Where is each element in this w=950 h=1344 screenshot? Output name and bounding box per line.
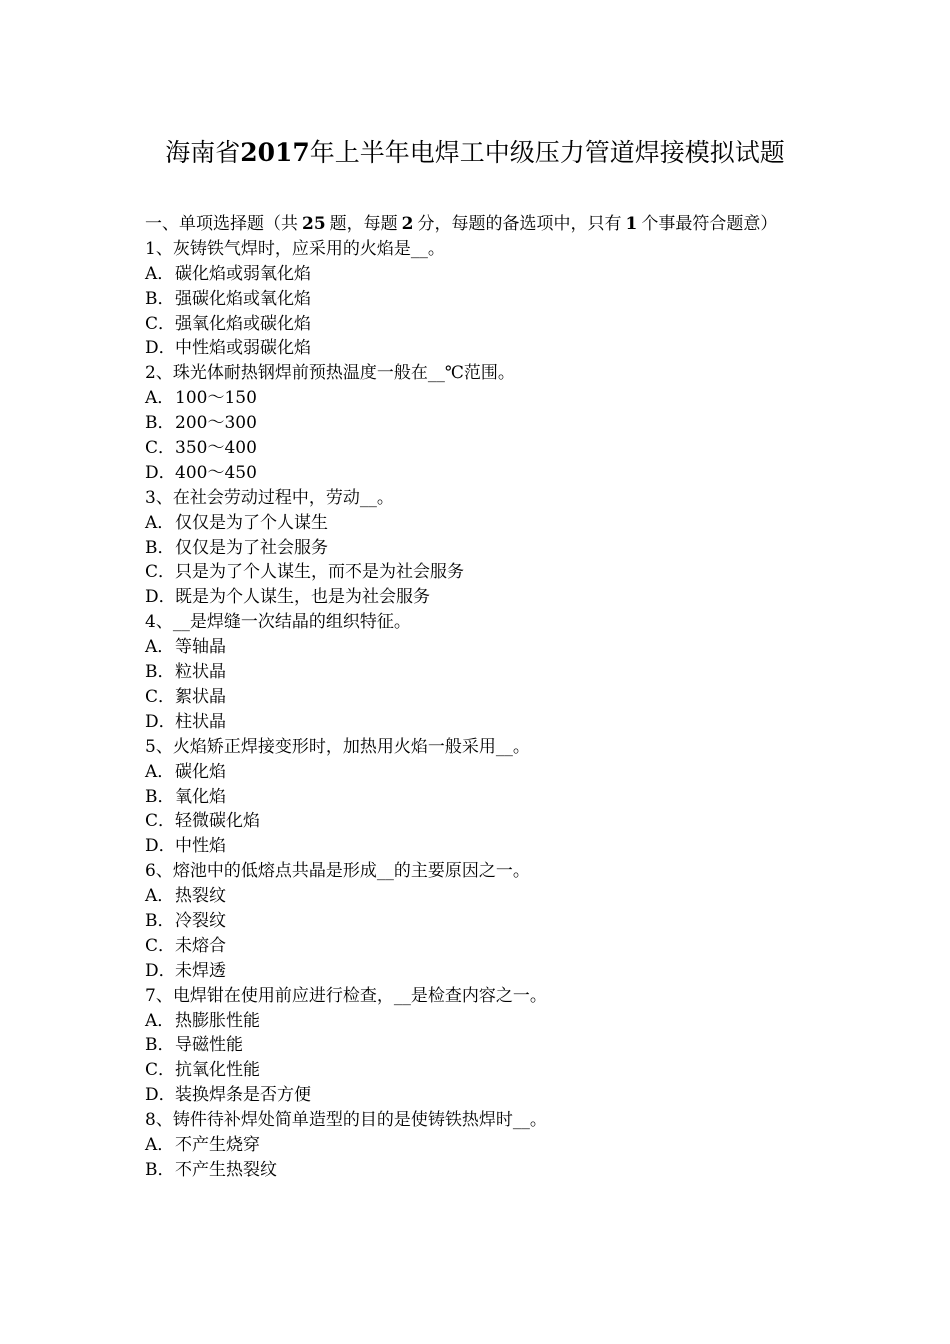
answer-option (145, 1083, 810, 1108)
option-letter: D． (145, 1085, 176, 1106)
question-item (145, 735, 810, 859)
option-text: 氧化焰 (175, 786, 226, 807)
option-text: 未熔合 (175, 935, 226, 956)
answer-option (145, 710, 810, 735)
answer-option (145, 660, 810, 685)
option-text: 中性焰或弱碳化焰 (175, 338, 311, 359)
option-letter: B． (145, 662, 175, 683)
answer-option (145, 884, 810, 909)
answer-option (145, 312, 810, 337)
section-text-4: 个事最符合题意） (641, 214, 778, 234)
question-item (145, 984, 810, 1108)
question-text: 6、熔池中的低熔点共晶是形成__的主要原因之一。 (145, 861, 530, 882)
option-letter: C． (145, 686, 176, 707)
question-item (145, 361, 810, 485)
option-text: 轻微碳化焰 (175, 811, 260, 832)
section-text-2: 题，每题 (329, 214, 398, 234)
exam-content (145, 212, 810, 1183)
option-text: 仅仅是为了社会服务 (175, 537, 328, 558)
option-text: 抗氧化性能 (175, 1060, 260, 1081)
answer-option (145, 834, 810, 859)
option-letter: B． (145, 413, 175, 434)
option-letter: A． (145, 388, 175, 409)
answer-option (145, 635, 810, 660)
option-letter: A． (145, 886, 175, 907)
option-letter: B． (145, 910, 175, 931)
answer-option (145, 959, 810, 984)
section-question-count: 25 (302, 214, 326, 234)
question-text: 3、在社会劳动过程中，劳动__。 (145, 487, 394, 508)
option-letter: D． (145, 711, 176, 732)
question-item (145, 1108, 810, 1183)
answer-option (145, 511, 810, 536)
option-letter: C． (145, 1060, 176, 1081)
answer-option (145, 809, 810, 834)
option-text: 200～300 (175, 413, 257, 434)
option-text: 仅仅是为了个人谋生 (175, 512, 328, 533)
option-text: 强碳化焰或氧化焰 (175, 288, 311, 309)
section-text-3: 分，每题的备选项中，只有 (417, 214, 622, 234)
option-letter: A． (145, 1134, 175, 1155)
option-letter: A． (145, 761, 175, 782)
option-text: 400～450 (175, 462, 257, 483)
option-text: 热裂纹 (175, 886, 226, 907)
answer-option (145, 1033, 810, 1058)
section-points: 2 (401, 214, 414, 234)
section-heading (145, 212, 810, 237)
option-text: 导磁性能 (175, 1035, 243, 1056)
option-letter: D． (145, 338, 176, 359)
option-text: 中性焰 (175, 836, 226, 857)
question-text: 7、电焊钳在使用前应进行检查，__是检查内容之一。 (145, 985, 547, 1006)
answer-option (145, 585, 810, 610)
answer-option (145, 785, 810, 810)
option-text: 强氧化焰或碳化焰 (175, 313, 311, 334)
option-letter: D． (145, 960, 176, 981)
answer-option (145, 262, 810, 287)
answer-option (145, 536, 810, 561)
option-text: 热膨胀性能 (175, 1010, 260, 1031)
option-text: 350～400 (175, 438, 257, 459)
option-text: 等轴晶 (175, 637, 226, 658)
answer-option (145, 461, 810, 486)
answer-option (145, 685, 810, 710)
option-text: 不产生烧穿 (175, 1134, 260, 1155)
question-text: 4、__是焊缝一次结晶的组织特征。 (145, 612, 411, 633)
answer-option (145, 386, 810, 411)
option-letter: B． (145, 537, 175, 558)
option-letter: C． (145, 935, 176, 956)
option-letter: B． (145, 1159, 175, 1180)
option-letter: D． (145, 836, 176, 857)
section-correct-count: 1 (625, 214, 638, 234)
title-suffix: 年上半年电焊工中级压力管道焊接模拟试题 (309, 138, 785, 167)
answer-option (145, 411, 810, 436)
option-letter: C． (145, 562, 176, 583)
answer-option (145, 1158, 810, 1183)
option-letter: B． (145, 288, 175, 309)
answer-option (145, 909, 810, 934)
option-letter: B． (145, 1035, 175, 1056)
question-text: 1、灰铸铁气焊时，应采用的火焰是__。 (145, 238, 445, 259)
option-text: 絮状晶 (175, 686, 226, 707)
option-letter: C． (145, 438, 176, 459)
answer-option (145, 336, 810, 361)
answer-option (145, 760, 810, 785)
question-list (145, 237, 810, 1183)
answer-option (145, 1009, 810, 1034)
option-text: 不产生热裂纹 (175, 1159, 277, 1180)
option-letter: A． (145, 637, 175, 658)
question-item (145, 486, 810, 610)
option-letter: B． (145, 786, 175, 807)
document-title (0, 136, 950, 170)
option-letter: A． (145, 263, 175, 284)
option-text: 100～150 (175, 388, 257, 409)
option-text: 粒状晶 (175, 662, 226, 683)
option-letter: D． (145, 462, 176, 483)
option-text: 只是为了个人谋生，而不是为社会服务 (175, 562, 464, 583)
option-text: 未焊透 (175, 960, 226, 981)
title-year: 2017 (240, 138, 310, 167)
question-item (145, 237, 810, 361)
answer-option (145, 1058, 810, 1083)
title-prefix: 海南省 (165, 138, 241, 167)
option-letter: D． (145, 587, 176, 608)
option-text: 冷裂纹 (175, 910, 226, 931)
answer-option (145, 436, 810, 461)
option-letter: C． (145, 313, 176, 334)
question-text: 5、火焰矫正焊接变形时，加热用火焰一般采用__。 (145, 736, 530, 757)
option-letter: C． (145, 811, 176, 832)
option-text: 装换焊条是否方便 (175, 1085, 311, 1106)
option-text: 碳化焰 (175, 761, 226, 782)
answer-option (145, 934, 810, 959)
question-text: 2、珠光体耐热钢焊前预热温度一般在__℃范围。 (145, 363, 515, 384)
option-letter: A． (145, 1010, 175, 1031)
option-text: 碳化焰或弱氧化焰 (175, 263, 311, 284)
option-letter: A． (145, 512, 175, 533)
answer-option (145, 287, 810, 312)
option-text: 既是为个人谋生，也是为社会服务 (175, 587, 430, 608)
question-text: 8、铸件待补焊处简单造型的目的是使铸铁热焊时__。 (145, 1110, 547, 1131)
question-item (145, 610, 810, 734)
answer-option (145, 1133, 810, 1158)
answer-option (145, 560, 810, 585)
question-item (145, 859, 810, 983)
option-text: 柱状晶 (175, 711, 226, 732)
section-text-1: 一、单项选择题（共 (145, 214, 298, 234)
